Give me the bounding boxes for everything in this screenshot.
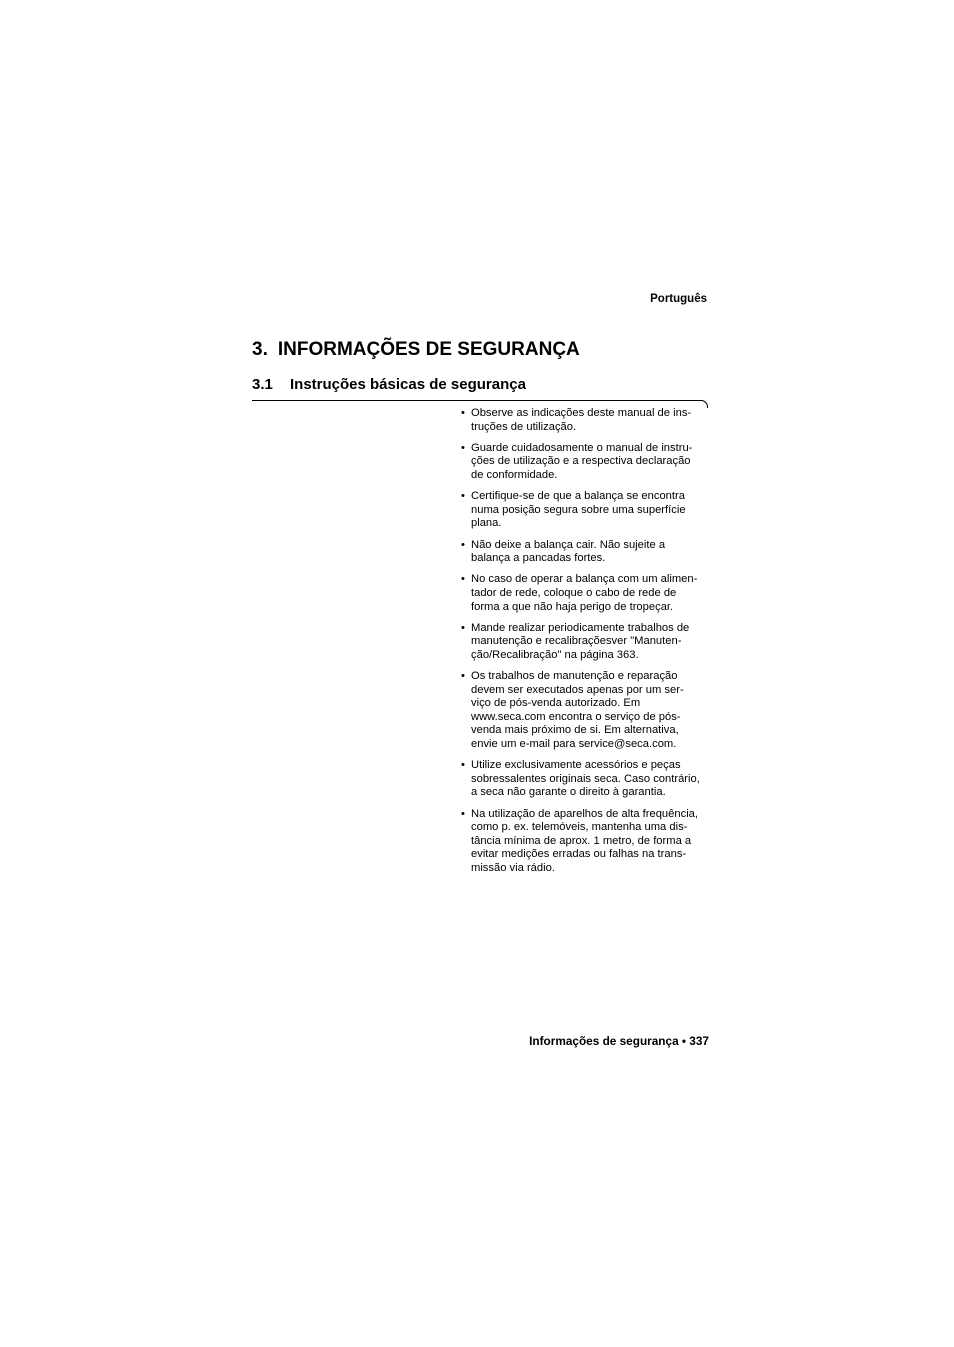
language-label: Português — [650, 293, 707, 305]
divider-rule — [252, 400, 703, 401]
section-number: 3. — [252, 339, 268, 360]
bullet-icon: • — [461, 759, 465, 772]
list-item-line: manutenção e recalibraçõesver "Manuten- — [471, 635, 682, 648]
list-item-line: venda mais próximo de si. Em alternativa, — [471, 724, 679, 737]
subsection-title: Instruções básicas de segurança — [290, 376, 526, 393]
bullet-icon: • — [461, 407, 465, 419]
list-item-line: Guarde cuidadosamente o manual de instru- — [471, 441, 693, 454]
list-item-line: Utilize exclusivamente acessórios e peças — [471, 759, 681, 772]
subsection-heading — [252, 376, 526, 393]
bullet-icon: • — [461, 573, 465, 586]
page-footer: Informações de segurança • 337 — [529, 1034, 709, 1048]
list-item-line: Os trabalhos de manutenção e reparação — [471, 670, 678, 683]
section-heading — [252, 339, 580, 361]
list-item — [461, 490, 709, 531]
list-item-line: tância mínima de aprox. 1 metro, de forma a — [471, 834, 692, 847]
section-title: INFORMAÇÕES DE SEGURANÇA — [277, 339, 580, 360]
bullet-icon: • — [461, 538, 465, 551]
list-item — [461, 622, 709, 663]
bullet-icon: • — [461, 441, 465, 454]
list-item-line: como p. ex. telemóveis, mantenha uma dis- — [471, 821, 688, 834]
list-item-line: evitar medições erradas ou falhas na trans- — [471, 848, 687, 861]
list-item-line: a seca não garante o direito à garantia. — [471, 786, 666, 799]
list-item — [461, 442, 709, 483]
list-item-line: Certifique-se de que a balança se encontra — [471, 490, 685, 503]
list-item-line: viço de pós-venda autorizado. Em — [471, 697, 641, 710]
list-item — [461, 808, 709, 876]
bullet-icon: • — [461, 621, 465, 634]
list-item-line: plana. — [471, 517, 502, 530]
bullet-icon: • — [461, 490, 465, 503]
list-item-line: truções de utilização. — [471, 420, 577, 433]
list-item-line: Mande realizar periodicamente trabalhos de — [471, 621, 690, 634]
list-item-line: envie um e-mail para service@seca.com. — [471, 738, 677, 751]
list-item-line: Observe as indicações deste manual de ins- — [471, 407, 692, 419]
list-item-line: www.seca.com encontra o serviço de pós- — [471, 710, 681, 723]
list-item-line: numa posição segura sobre uma superfície — [471, 503, 686, 516]
subsection-number: 3.1 — [252, 376, 273, 393]
list-item-line: forma a que não haja perigo de tropeçar. — [471, 600, 674, 613]
bullet-icon: • — [461, 670, 465, 683]
list-item-line: tador de rede, coloque o cabo de rede de — [471, 586, 677, 599]
list-item-line: sobressalentes originais seca. Caso contrário, — [471, 772, 700, 785]
list-item — [461, 670, 709, 752]
list-item-line: devem ser executados apenas por um ser- — [471, 683, 684, 696]
list-item-line: de conformidade. — [471, 468, 558, 481]
list-item-line: ção/Recalibração" na página 363. — [471, 648, 639, 661]
list-item-line: Na utilização de aparelhos de alta frequência, — [471, 807, 699, 820]
safety-instructions-list — [461, 407, 709, 883]
list-item — [461, 407, 709, 434]
list-item-line: Não deixe a balança cair. Não sujeite a — [471, 538, 666, 551]
list-item — [461, 759, 709, 800]
list-item-line: balança a pancadas fortes. — [471, 552, 606, 565]
list-item-line: ções de utilização e a respectiva declaração — [471, 455, 691, 468]
list-item — [461, 573, 709, 614]
list-item-line: No caso de operar a balança com um alimen- — [471, 573, 698, 586]
list-item-line: missão via rádio. — [471, 861, 555, 874]
list-item — [461, 539, 709, 566]
bullet-icon: • — [461, 807, 465, 820]
